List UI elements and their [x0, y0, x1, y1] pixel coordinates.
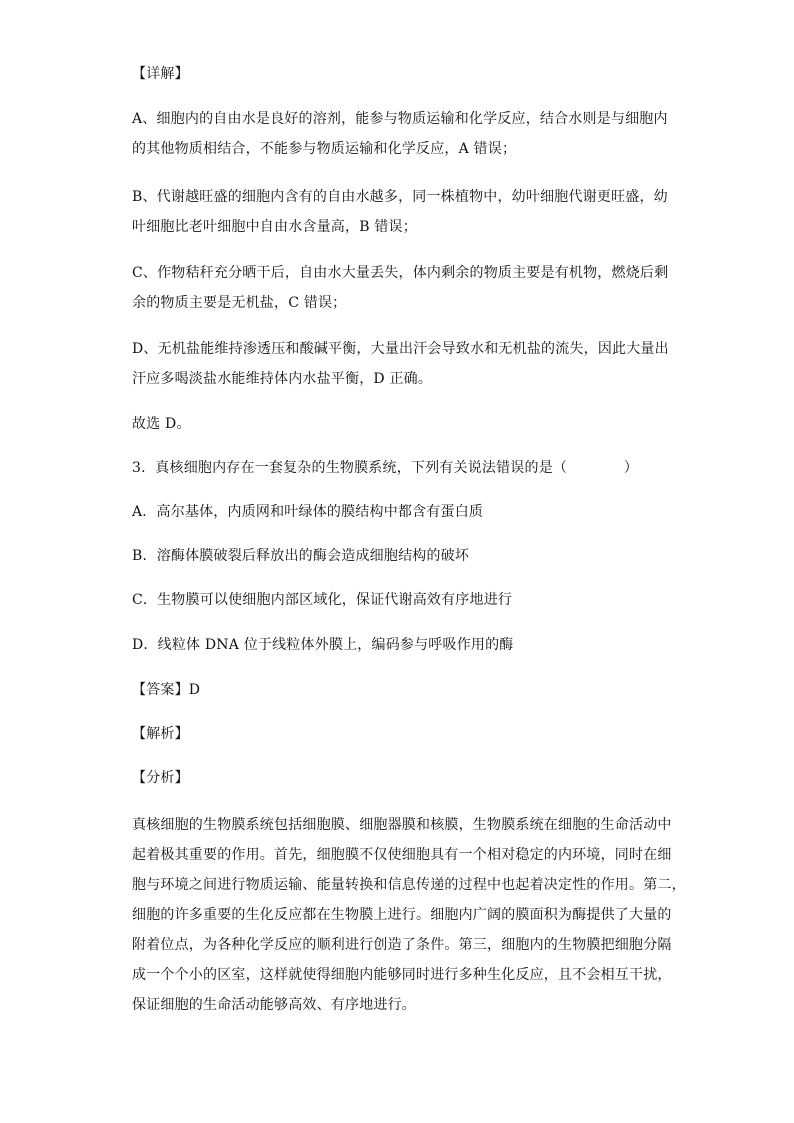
detail-heading: 【详解】: [132, 66, 189, 82]
text-line: B、代谢越旺盛的细胞内含有的自由水越多，同一株植物中，幼叶细胞代谢更旺盛，幼: [132, 189, 668, 205]
option-b-explanation: [132, 182, 672, 242]
analysis-heading: 【解析】: [132, 726, 189, 742]
text-line: 起着极其重要的作用。首先，细胞膜不仅使细胞具有一个相对稳定的内环境，同时在细: [132, 847, 672, 863]
text-line: 余的物质主要是无机盐，C 错误；: [132, 295, 347, 311]
text-line: 细胞的许多重要的生化反应都在生物膜上进行。细胞内广阔的膜面积为酶提供了大量的: [132, 907, 672, 923]
conclusion: 故选 D。: [132, 416, 191, 432]
option-a-explanation: [132, 104, 672, 164]
question-stem: 3．真核细胞内存在一套复杂的生物膜系统，下列有关说法错误的是（ ）: [132, 460, 639, 476]
analysis-paragraph: [132, 810, 686, 1020]
text-line: 真核细胞的生物膜系统包括细胞膜、细胞器膜和核膜，生物膜系统在细胞的生命活动中: [132, 817, 672, 833]
text-line: 成一个个小的区室，这样就使得细胞内能够同时进行多种生化反应，且不会相互干扰，: [132, 967, 672, 983]
fenxi-heading: 【分析】: [132, 770, 189, 786]
text-line: D、无机盐能维持渗透压和酸碱平衡，大量出汗会导致水和无机盐的流失，因此大量出: [132, 341, 669, 357]
text-line: 附着位点，为各种化学反应的顺利进行创造了条件。第三，细胞内的生物膜把细胞分隔: [132, 937, 672, 953]
text-line: A、细胞内的自由水是良好的溶剂，能参与物质运输和化学反应，结合水则是与细胞内: [132, 111, 668, 127]
question-option-c: C．生物膜可以使细胞内部区域化，保证代谢高效有序地进行: [132, 592, 513, 608]
text-line: 保证细胞的生命活动能够高效、有序地进行。: [132, 997, 416, 1013]
question-option-b: B．溶酶体膜破裂后释放出的酶会造成细胞结构的破坏: [132, 548, 470, 564]
option-c-explanation: [132, 258, 672, 318]
text-line: 胞与环境之间进行物质运输、能量转换和信息传递的过程中也起着决定性的作用。第二，: [132, 877, 686, 893]
text-line: 的其他物质相结合，不能参与物质运输和化学反应，A 错误；: [132, 141, 517, 157]
text-line: C、作物秸秆充分晒干后，自由水大量丢失，体内剩余的物质主要是有机物，燃烧后剩: [132, 265, 669, 281]
question-option-d: D．线粒体 DNA 位于线粒体外膜上，编码参与呼吸作用的酶: [132, 637, 514, 653]
option-d-explanation: [132, 334, 672, 394]
question-option-a: A．高尔基体，内质网和叶绿体的膜结构中都含有蛋白质: [132, 504, 484, 520]
text-line: 叶细胞比老叶细胞中自由水含量高，B 错误；: [132, 219, 417, 235]
answer: 【答案】D: [132, 682, 201, 698]
text-line: 汗应多喝淡盐水能维持体内水盐平衡，D 正确。: [132, 371, 433, 387]
